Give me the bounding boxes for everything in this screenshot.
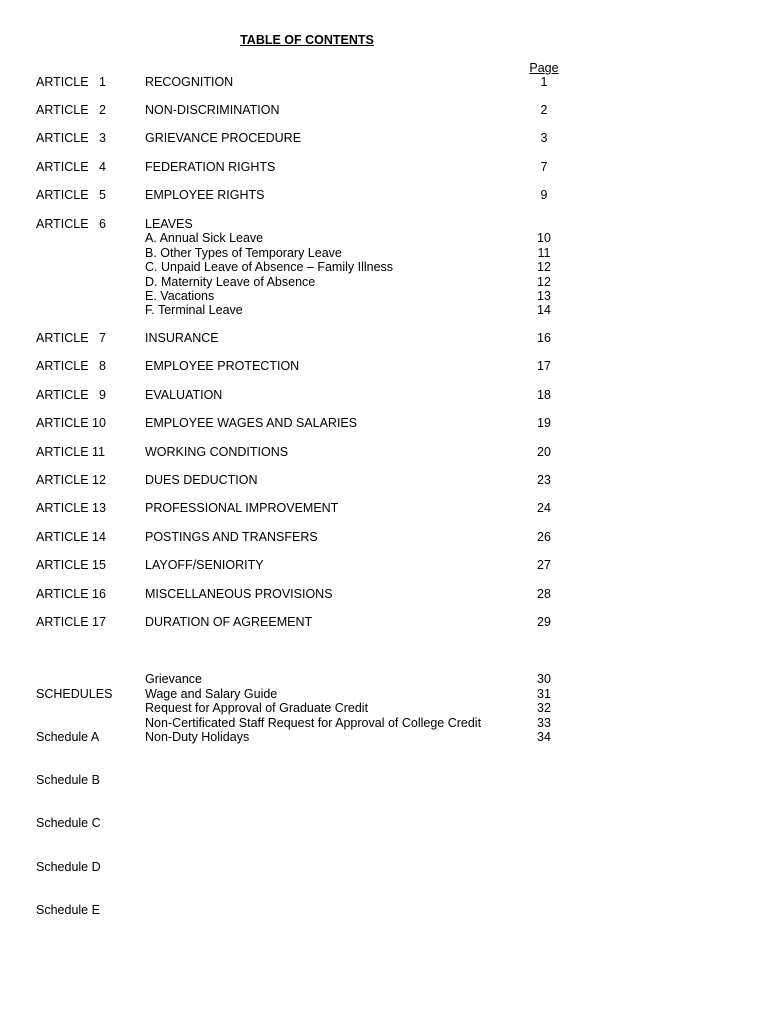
article-title: GRIEVANCE PROCEDURE [145, 131, 302, 145]
article-title: LAYOFF/SENIORITY [145, 558, 264, 572]
schedule-label: Schedule C [36, 816, 101, 831]
article-number: ARTICLE 9 [36, 388, 106, 402]
article-number: ARTICLE 1 [36, 75, 106, 89]
article-title: POSTINGS AND TRANSFERS [145, 530, 318, 544]
schedule-title: Non-Certificated Staff Request for Approval of College Credit [145, 715, 482, 730]
leave-subitem-page: 11 [537, 245, 551, 260]
schedule-page: 31 [537, 686, 551, 701]
page-column-header [500, 61, 588, 75]
article-title: EMPLOYEE PROTECTION [145, 359, 300, 373]
article-title: DURATION OF AGREEMENT [145, 615, 313, 629]
article-title: EVALUATION [145, 388, 223, 402]
article-page: 2 [540, 103, 548, 117]
article-title: INSURANCE [145, 331, 219, 345]
leave-subitem: B. Other Types of Temporary Leave [145, 245, 342, 260]
schedule-labels [36, 658, 112, 946]
article-page: 29 [537, 615, 551, 629]
schedules-heading-page-spacer [500, 658, 588, 672]
article-number: ARTICLE 15 [36, 558, 106, 572]
article-page: 18 [537, 388, 551, 402]
article-page: 7 [540, 160, 548, 174]
article-title: EMPLOYEE RIGHTS [145, 188, 265, 202]
schedule-label: Schedule B [36, 773, 100, 788]
schedule-title: Non-Duty Holidays [145, 729, 250, 744]
leave-subitem: D. Maternity Leave of Absence [145, 274, 316, 289]
schedule-label: Schedule E [36, 902, 100, 917]
leave-subitem: E. Vacations [145, 288, 215, 303]
article-page: 16 [537, 331, 551, 345]
article-number: ARTICLE 14 [36, 530, 106, 544]
schedule-title: Request for Approval of Graduate Credit [145, 701, 369, 716]
article-page: 17 [537, 359, 551, 373]
leave-subitem-page: 13 [537, 288, 551, 303]
article-page: 1 [540, 75, 548, 89]
leave-subitem-page: 12 [537, 260, 551, 275]
schedule-page: 32 [537, 701, 551, 716]
leave-subitem: C. Unpaid Leave of Absence – Family Illness [145, 260, 394, 275]
article-page: 23 [537, 473, 551, 487]
leave-subitem-page: 12 [537, 274, 551, 289]
article-number: ARTICLE 11 [36, 445, 106, 459]
article-page: 3 [540, 131, 548, 145]
article-title: PROFESSIONAL IMPROVEMENT [145, 501, 339, 515]
article-title: MISCELLANEOUS PROVISIONS [145, 587, 333, 601]
schedule-page: 30 [537, 672, 551, 687]
article-number: ARTICLE 3 [36, 131, 106, 145]
article-number: ARTICLE 12 [36, 473, 106, 487]
article-title: LEAVES [145, 217, 193, 231]
article-page: 9 [540, 188, 548, 202]
article-title: DUES DEDUCTION [145, 473, 258, 487]
leave-subitem-page: 14 [537, 303, 551, 318]
leave-subitem: A. Annual Sick Leave [145, 231, 264, 246]
article-number: ARTICLE 7 [36, 331, 106, 345]
leave-subitem: F. Terminal Leave [145, 303, 243, 318]
article-title: RECOGNITION [145, 75, 234, 89]
toc-title: TABLE OF CONTENTS [240, 33, 374, 47]
schedule-titles [145, 658, 481, 744]
schedules-heading: SCHEDULES [36, 686, 113, 701]
schedules-heading-spacer [145, 658, 481, 672]
article-number: ARTICLE 2 [36, 103, 106, 117]
article-title: NON-DISCRIMINATION [145, 103, 280, 117]
article-page: 27 [537, 558, 551, 572]
article-number: ARTICLE 13 [36, 501, 106, 515]
article-number: ARTICLE 17 [36, 615, 106, 629]
article-title: EMPLOYEE WAGES AND SALARIES [145, 416, 358, 430]
page-header-label: Page [529, 61, 559, 75]
article-page [500, 217, 588, 231]
article-title: WORKING CONDITIONS [145, 445, 289, 459]
article-title: FEDERATION RIGHTS [145, 160, 276, 174]
schedule-title: Wage and Salary Guide [145, 686, 278, 701]
article-number: ARTICLE 4 [36, 160, 106, 174]
leave-subitem-page: 10 [537, 231, 551, 246]
article-page: 28 [537, 587, 551, 601]
article-number: ARTICLE 8 [36, 359, 106, 373]
schedule-pages [500, 658, 588, 744]
article-page: 19 [537, 416, 551, 430]
leaves-block [145, 217, 393, 318]
schedule-page: 34 [537, 729, 551, 744]
schedule-page: 33 [537, 715, 551, 730]
article-page: 26 [537, 530, 551, 544]
leaves-pages [500, 217, 588, 318]
article-number: ARTICLE 6 [36, 217, 106, 231]
article-number: ARTICLE 16 [36, 587, 106, 601]
article-number: ARTICLE 5 [36, 188, 106, 202]
schedule-title: Grievance [145, 672, 202, 687]
article-number: ARTICLE 10 [36, 416, 106, 430]
article-page: 24 [537, 501, 551, 515]
schedule-label: Schedule D [36, 859, 101, 874]
article-page: 20 [537, 445, 551, 459]
schedule-label: Schedule A [36, 730, 100, 745]
